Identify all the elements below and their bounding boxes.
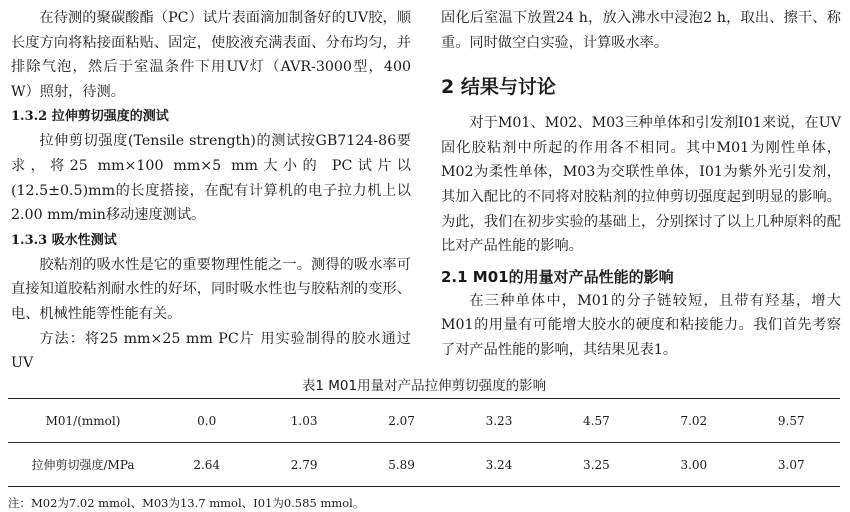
right-para-2: 对于M01、M02、M03三种单体和引发剂I01来说，在UV固化胶粘剂中所起的作用各不相同。其中M01为刚性单体，M02为柔性单体，M03为交联性单体，I01为紫外光引发剂，其加入配比的不同将对胶粘剂的拉伸剪切强度起到明显的影响。为此，我们在初步实验的基础上，分别探讨了以上几种原料的配比对产品性能的影响。 xyxy=(441,115,841,255)
section-heading-1-3-2: 1.3.2 拉伸剪切强度的测试 xyxy=(11,109,169,125)
table-cell: 7.02 xyxy=(645,399,742,443)
table-cell: 5.89 xyxy=(388,457,415,472)
section-heading-1-3-3: 1.3.3 吸水性测试 xyxy=(11,232,117,248)
left-para-132: 拉伸剪切强度(Tensile strength)的测试按GB7124-86要求，将25 mm×100 mm×5 mm大小的 PC试片以(12.5±0.5)mm的长度搭接，在配有计算机的电子拉力机上以2.00 mm/min移动速度测试。 xyxy=(11,133,411,224)
table-cell: 2.07 xyxy=(353,399,450,443)
table-cell: 2.64 xyxy=(193,457,221,472)
right-para-top: 固化后室温下放置24 h，放入沸水中浸泡2 h，取出、擦干、称重。同时做空白实验，计算吸水率。 xyxy=(441,10,841,51)
row-label-m01: M01/(mmol) xyxy=(8,399,158,443)
left-para-133b: 方法：将25 mm×25 mm PC片 用实验制得的胶水通过UV xyxy=(11,330,411,372)
table-1-block xyxy=(8,376,840,512)
table-cell: 3.07 xyxy=(777,457,805,472)
table-cell: 3.23 xyxy=(450,399,547,443)
table-cell: 3.24 xyxy=(485,457,513,472)
table-cell: 1.03 xyxy=(255,399,352,443)
table-cell: 9.57 xyxy=(743,399,840,443)
table-row xyxy=(8,399,840,443)
left-column xyxy=(11,6,411,376)
table-cell: 3.25 xyxy=(583,457,610,472)
table-cell: 4.57 xyxy=(548,399,645,443)
table-caption: 表1 M01用量对产品拉伸剪切强度的影响 xyxy=(301,378,547,394)
right-para-21: 在三种单体中，M01的分子链较短，且带有羟基，增大M01的用量有可能增大胶水的硬度和粘接能力。我们首先考察了对产品性能的影响，其结果见表1。 xyxy=(441,292,841,358)
table-cell: 2.79 xyxy=(290,457,318,472)
table-1 xyxy=(8,398,840,487)
left-para-top: 在待测的聚碳酸酯（PC）试片表面滴加制备好的UV胶，顺长度方向将粘接面粘贴、固定，使胶液充满表面、分布均匀，并排除气泡，然后于室温条件下用UV灯（AVR-3000型，400 W）照射，待测。 xyxy=(11,10,411,100)
table-row xyxy=(8,443,840,487)
heading-results-discussion: 2 结果与讨论 xyxy=(441,76,556,99)
left-para-133a: 胶粘剂的吸水性是它的重要物理性能之一。测得的吸水率可直接知道胶粘剂耐水性的好坏，同时吸水性也与胶粘剂的变形、电、机械性能等性能有关。 xyxy=(11,256,411,322)
table-cell: 3.00 xyxy=(680,457,708,472)
row-label-strength: 拉伸剪切强度/MPa xyxy=(31,458,135,472)
right-column xyxy=(441,6,841,363)
table-note: 注：M02为7.02 mmol、M03为13.7 mmol、I01为0.585 mmol。 xyxy=(8,496,365,510)
heading-2-1: 2.1 M01的用量对产品性能的影响 xyxy=(441,267,674,286)
table-cell: 0.0 xyxy=(158,399,255,443)
